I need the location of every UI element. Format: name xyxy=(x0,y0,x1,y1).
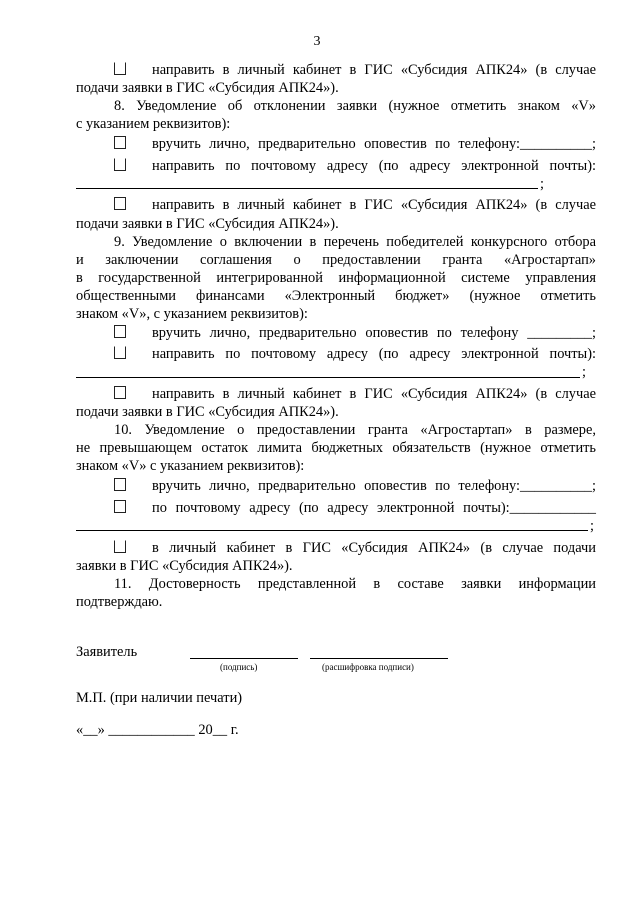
paragraph-line: направить в личный кабинет в ГИС «Субсидия АПК24» (в случае xyxy=(76,197,596,213)
checkbox[interactable] xyxy=(114,62,126,75)
paragraph-line: с указанием реквизитов): xyxy=(76,116,231,132)
paragraph-line: общественными финансами «Электронный бюджет» (нужное отметить xyxy=(76,288,596,304)
paragraph-line: 8. Уведомление об отклонении заявки (нужное отметить знаком «V» xyxy=(114,98,596,114)
name-decode-line[interactable] xyxy=(310,658,448,659)
checkbox[interactable] xyxy=(114,197,126,210)
paragraph-line: подтверждаю. xyxy=(76,594,163,610)
paragraph-line: направить в личный кабинет в ГИС «Субсидия АПК24» (в случае xyxy=(76,386,596,402)
checkbox[interactable] xyxy=(114,500,126,513)
semicolon: ; xyxy=(582,364,586,380)
blank-line[interactable] xyxy=(76,377,580,378)
paragraph-line: 9. Уведомление о включении в перечень победителей конкурсного отбора xyxy=(114,234,596,250)
paragraph-line: 10. Уведомление о предоставлении гранта «Агростартап» в размере, xyxy=(114,422,596,438)
blank-line[interactable] xyxy=(76,188,538,189)
paragraph-line: знаком «V» с указанием реквизитов): xyxy=(76,458,305,474)
paragraph-line: подачи заявки в ГИС «Субсидия АПК24»). xyxy=(76,404,339,420)
blank-line[interactable] xyxy=(76,530,588,531)
semicolon: ; xyxy=(540,176,544,192)
checkbox[interactable] xyxy=(114,325,126,338)
checkbox[interactable] xyxy=(114,158,126,171)
applicant-label: Заявитель xyxy=(76,644,138,660)
paragraph-line: вручить лично, предварительно оповестив по телефону:__________; xyxy=(76,136,596,152)
signature-caption: (подпись) xyxy=(220,662,258,672)
decode-caption: (расшифровка подписи) xyxy=(322,662,414,672)
paragraph-line: знаком «V», с указанием реквизитов): xyxy=(76,306,308,322)
checkbox[interactable] xyxy=(114,136,126,149)
semicolon: ; xyxy=(590,518,594,534)
paragraph-line: подачи заявки в ГИС «Субсидия АПК24»). xyxy=(76,216,339,232)
signature-line[interactable] xyxy=(190,658,298,659)
checkbox[interactable] xyxy=(114,386,126,399)
paragraph-line: не превышающем остаток лимита бюджетных обязательств (нужное отметить xyxy=(76,440,596,456)
paragraph-line: направить по почтовому адресу (по адресу электронной почты): xyxy=(76,346,596,362)
paragraph-line: вручить лично, предварительно оповестив по телефону:__________; xyxy=(76,478,596,494)
paragraph-line: по почтовому адресу (по адресу электронной почты):____________ xyxy=(76,500,596,516)
paragraph-line: в государственной интегрированной информационной системе управления xyxy=(76,270,596,286)
paragraph-line: вручить лично, предварительно оповестив по телефону _________; xyxy=(76,325,596,341)
paragraph-line: в личный кабинет в ГИС «Субсидия АПК24» (в случае подачи xyxy=(76,540,596,556)
stamp-label: М.П. (при наличии печати) xyxy=(76,690,243,706)
checkbox[interactable] xyxy=(114,478,126,491)
paragraph-line: подачи заявки в ГИС «Субсидия АПК24»). xyxy=(76,80,339,96)
page-number: 3 xyxy=(313,34,321,49)
paragraph-line: и заключении соглашения о предоставлении гранта «Агростартап» xyxy=(76,252,596,268)
checkbox[interactable] xyxy=(114,540,126,553)
date-line: «__» ____________ 20__ г. xyxy=(76,722,239,738)
checkbox[interactable] xyxy=(114,346,126,359)
paragraph-line: направить в личный кабинет в ГИС «Субсидия АПК24» (в случае xyxy=(76,62,596,78)
paragraph-line: 11. Достоверность представленной в составе заявки информации xyxy=(114,576,596,592)
paragraph-line: направить по почтовому адресу (по адресу электронной почты): xyxy=(76,158,596,174)
paragraph-line: заявки в ГИС «Субсидия АПК24»). xyxy=(76,558,293,574)
